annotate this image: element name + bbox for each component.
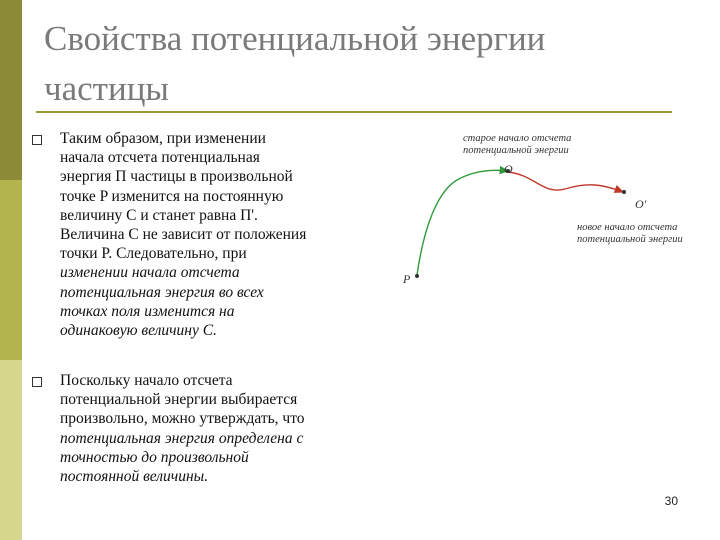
slide-title: [44, 14, 664, 114]
text-line: Величина C не зависит от положения: [60, 226, 307, 244]
point-p-dot: [415, 274, 419, 278]
side-bar-segment: [0, 360, 22, 540]
bullet-2-text: [60, 371, 305, 486]
title-underline: [36, 111, 672, 113]
point-o-prime-dot: [622, 190, 626, 194]
text-line: потенциальной энергии выбирается: [60, 391, 298, 409]
text-line-italic: изменении начала отсчета: [60, 264, 240, 282]
new-origin-label-line-1: новое начало отсчета: [577, 222, 678, 233]
side-bar-segment: [0, 180, 22, 360]
text-line: энергия П частицы в произвольной: [60, 168, 293, 186]
potential-origin-figure: [395, 125, 715, 295]
text-line: точке P изменится на постоянную: [60, 187, 284, 205]
text-line-italic: одинаковую величину C.: [60, 322, 217, 340]
point-p-label: P: [403, 272, 411, 286]
old-origin-label-line-1: старое начало отсчета: [463, 133, 572, 144]
text-line: начала отсчета потенциальная: [60, 149, 260, 167]
text-line-italic: потенциальная энергия определена с: [60, 429, 304, 447]
text-line: произвольно, можно утверждать, что: [60, 410, 305, 428]
bullet-square-icon: [32, 377, 42, 387]
side-bar-segment: [0, 0, 22, 180]
text-line: величину C и станет равна П'.: [60, 206, 258, 224]
old-origin-label-line-2: потенциальной энергии: [463, 145, 569, 156]
green-trajectory-curve: [417, 170, 508, 275]
text-line-italic: постоянной величины.: [60, 468, 209, 486]
text-line-italic: точках поля изменится на: [60, 302, 235, 320]
title-line-1: Свойства потенциальной энергии: [44, 19, 546, 58]
title-line-2: частицы: [44, 69, 169, 108]
page-number: 30: [664, 494, 678, 508]
text-line-italic: точностью до произвольной: [60, 448, 249, 466]
new-origin-label-line-2: потенциальной энергии: [577, 234, 683, 245]
bullet-square-icon: [32, 135, 42, 145]
text-line-italic: потенциальная энергия во всех: [60, 283, 264, 301]
bullet-1-text: [60, 129, 306, 340]
text-line: Таким образом, при изменении: [60, 130, 266, 147]
point-o-label: O: [504, 162, 513, 176]
text-line: точки P. Следовательно, при: [60, 245, 247, 263]
text-line: Поскольку начало отсчета: [60, 372, 233, 389]
red-trajectory-curve: [508, 172, 623, 192]
decorative-side-bar: [0, 0, 22, 540]
point-o-prime-label: O': [635, 197, 647, 211]
